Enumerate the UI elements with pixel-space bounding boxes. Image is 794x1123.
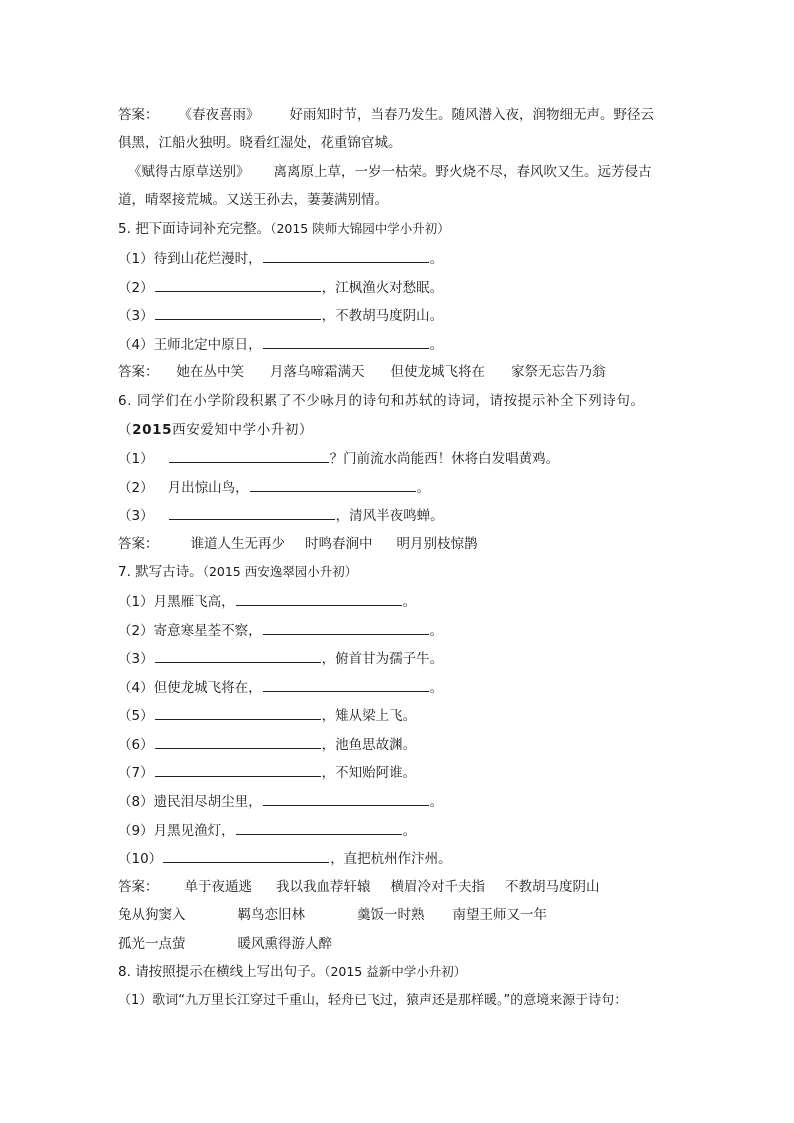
- answer-blank[interactable]: [236, 592, 402, 606]
- item-label: （2）: [118, 623, 154, 639]
- answer-blank[interactable]: [155, 706, 321, 720]
- answer-line: [118, 363, 606, 381]
- question-heading: [118, 387, 676, 444]
- question-prompt: 把下面诗词补充完整。: [135, 221, 271, 237]
- question-item: [118, 992, 627, 1010]
- item-text: 月黑见渔灯，: [153, 823, 235, 839]
- item-label: （4）: [118, 680, 154, 696]
- answer-text: 谁道人生无再少: [190, 536, 285, 552]
- poem-title: 《赋得古原草送别》: [128, 164, 250, 180]
- question-number: 7.: [118, 564, 131, 580]
- fill-item: [118, 506, 444, 525]
- fill-item: [118, 849, 452, 868]
- poem-text-line: [118, 191, 388, 209]
- item-text: ，不教胡马度阴山。: [321, 308, 444, 324]
- item-text: 。: [416, 480, 431, 496]
- answer-blank[interactable]: [155, 735, 321, 749]
- answer-text: 横眉冷对千夫指: [390, 879, 485, 895]
- answer-text: 时鸣春涧中: [305, 536, 373, 552]
- answer-text: 我以我血荐轩辕: [276, 879, 371, 895]
- fill-item: [118, 678, 443, 697]
- fill-item: [118, 278, 443, 297]
- answer-label: 答案：: [118, 107, 159, 123]
- question-source: 西安爱知中学小升初）: [172, 421, 314, 438]
- item-text: ，池鱼思故渊。: [321, 737, 417, 753]
- answer-line: [118, 878, 600, 896]
- item-text: ，直把杭州作汴州。: [330, 851, 452, 867]
- answer-line: [118, 106, 654, 124]
- answer-blank[interactable]: [163, 849, 329, 863]
- answer-blank[interactable]: [236, 821, 402, 835]
- answer-blank[interactable]: [263, 792, 429, 806]
- item-text: 月出惊山鸟，: [167, 480, 249, 496]
- item-text: 但使龙城飞将在，: [153, 680, 262, 696]
- answer-line: [118, 935, 332, 953]
- item-label: （2）: [118, 480, 154, 496]
- fill-item: [118, 821, 416, 840]
- answer-text: 她在丛中笑: [176, 364, 244, 380]
- poem-text: 俱黑，江船火独明。晓看红湿处，花重锦官城。: [118, 135, 402, 151]
- item-text: 寄意寒星荃不察，: [153, 623, 262, 639]
- item-text: ，清风半夜鸣蝉。: [335, 508, 444, 524]
- fill-item: [118, 478, 430, 497]
- fill-item: [118, 306, 443, 325]
- item-text: ，不知贻阿谁。: [321, 765, 417, 781]
- fill-item: [118, 735, 416, 754]
- item-text: （1）歌词“九万里长江穿过千重山，轻舟已飞过，猿声还是那样暖。”的意境来源于诗句：: [118, 993, 628, 1008]
- fill-item: [118, 592, 416, 611]
- item-label: （10）: [118, 851, 163, 867]
- answer-label: 答案：: [118, 364, 159, 380]
- fill-item: [118, 649, 443, 668]
- answer-blank[interactable]: [250, 478, 416, 492]
- item-label: （8）: [118, 794, 154, 810]
- answer-text: 明月别枝惊鹊: [396, 536, 478, 552]
- item-text: ，江枫渔火对愁眠。: [321, 280, 444, 296]
- item-label: （4）: [118, 337, 154, 353]
- question-number: 5.: [118, 221, 131, 237]
- answer-text: 但使龙城飞将在: [390, 364, 485, 380]
- item-text: 。: [402, 594, 417, 610]
- item-text: 。: [429, 623, 444, 639]
- answer-label: 答案：: [118, 536, 159, 552]
- item-label: （6）: [118, 737, 154, 753]
- item-label: （3）: [118, 651, 154, 667]
- answer-blank[interactable]: [155, 306, 321, 320]
- fill-item: [118, 763, 416, 782]
- question-heading: [118, 963, 466, 981]
- item-text: 。: [402, 823, 417, 839]
- item-label: （9）: [118, 823, 154, 839]
- question-prompt: 默写古诗。: [135, 564, 203, 580]
- answer-text: 不教胡马度阴山: [505, 879, 600, 895]
- answer-text: 羹饭一时熟: [357, 907, 425, 923]
- answer-blank[interactable]: [155, 763, 321, 777]
- item-label: （1）: [118, 451, 154, 467]
- question-year: 2015: [132, 421, 173, 438]
- poem-text: 道，晴翠接荒城。又送王孙去，萋萋满别情。: [118, 192, 388, 208]
- question-prompt: 请按照提示在横线上写出句子。: [135, 964, 325, 980]
- answer-blank[interactable]: [263, 249, 429, 263]
- item-label: （1）: [118, 594, 154, 610]
- fill-item: [118, 449, 559, 468]
- item-text: 待到山花烂漫时，: [153, 251, 262, 267]
- item-text: 月黑雁飞高，: [153, 594, 235, 610]
- poem-line: [128, 163, 652, 181]
- poem-text: 离离原上草，一岁一枯荣。野火烧不尽，春风吹又生。远芳侵古: [273, 164, 652, 180]
- item-text: 。: [429, 251, 444, 267]
- answer-blank[interactable]: [169, 506, 335, 520]
- question-number: 8.: [118, 964, 131, 980]
- answer-blank[interactable]: [263, 678, 429, 692]
- answer-line: [118, 535, 478, 553]
- answer-blank[interactable]: [155, 649, 321, 663]
- fill-item: [118, 792, 443, 811]
- item-text: ，雉从梁上飞。: [321, 708, 417, 724]
- question-number: 6.: [118, 393, 133, 409]
- item-text: 。: [429, 794, 444, 810]
- question-source: （2015 西安逸翠园小升初）: [202, 564, 358, 579]
- item-label: （3）: [118, 508, 154, 524]
- item-label: （3）: [118, 308, 154, 324]
- answer-text: 羁鸟恋旧林: [237, 907, 305, 923]
- fill-item: [118, 621, 443, 640]
- question-heading: [118, 563, 357, 581]
- answer-blank[interactable]: [263, 621, 429, 635]
- answer-text: 南望王师又一年: [452, 907, 547, 923]
- answer-text: 孤光一点萤: [118, 936, 186, 952]
- item-label: （2）: [118, 280, 154, 296]
- answer-blank[interactable]: [263, 335, 429, 349]
- answer-line: [118, 906, 547, 924]
- item-text: 。: [429, 680, 444, 696]
- fill-item: [118, 706, 416, 725]
- item-text: 遗民泪尽胡尘里，: [153, 794, 262, 810]
- answer-text: 家祭无忘告乃翁: [511, 364, 606, 380]
- answer-text: 暖风熏得游人醉: [237, 936, 332, 952]
- answer-blank[interactable]: [155, 278, 321, 292]
- item-label: （1）: [118, 251, 154, 267]
- item-text: ，俯首甘为孺子牛。: [321, 651, 444, 667]
- question-source: （2015 陕师大锦园中学小升初）: [270, 221, 450, 236]
- poem-title: 《春夜喜雨》: [178, 107, 260, 123]
- item-text: ？门前流水尚能西！休将白发唱黄鸡。: [329, 451, 560, 467]
- question-heading: [118, 220, 450, 238]
- item-label: （7）: [118, 765, 154, 781]
- answer-blank[interactable]: [169, 449, 329, 463]
- item-text: 王师北定中原日，: [153, 337, 262, 353]
- question-source: （2015 益新中学小升初）: [324, 964, 467, 979]
- poem-text-line: [118, 134, 402, 152]
- answer-text: 月落乌啼霜满天: [270, 364, 365, 380]
- question-prompt: 同学们在小学阶段积累了不少咏月的诗句和苏轼的诗词，请按提示补全下列诗句。（: [118, 393, 645, 438]
- item-label: （5）: [118, 708, 154, 724]
- item-text: 。: [429, 337, 444, 353]
- fill-item: [118, 335, 443, 354]
- answer-label: 答案：: [118, 879, 159, 895]
- fill-item: [118, 249, 443, 268]
- answer-text: 单于夜遁逃: [184, 879, 252, 895]
- poem-text: 好雨知时节，当春乃发生。随风潜入夜，润物细无声。野径云: [289, 107, 654, 123]
- answer-text: 兔从狗窦入: [118, 907, 186, 923]
